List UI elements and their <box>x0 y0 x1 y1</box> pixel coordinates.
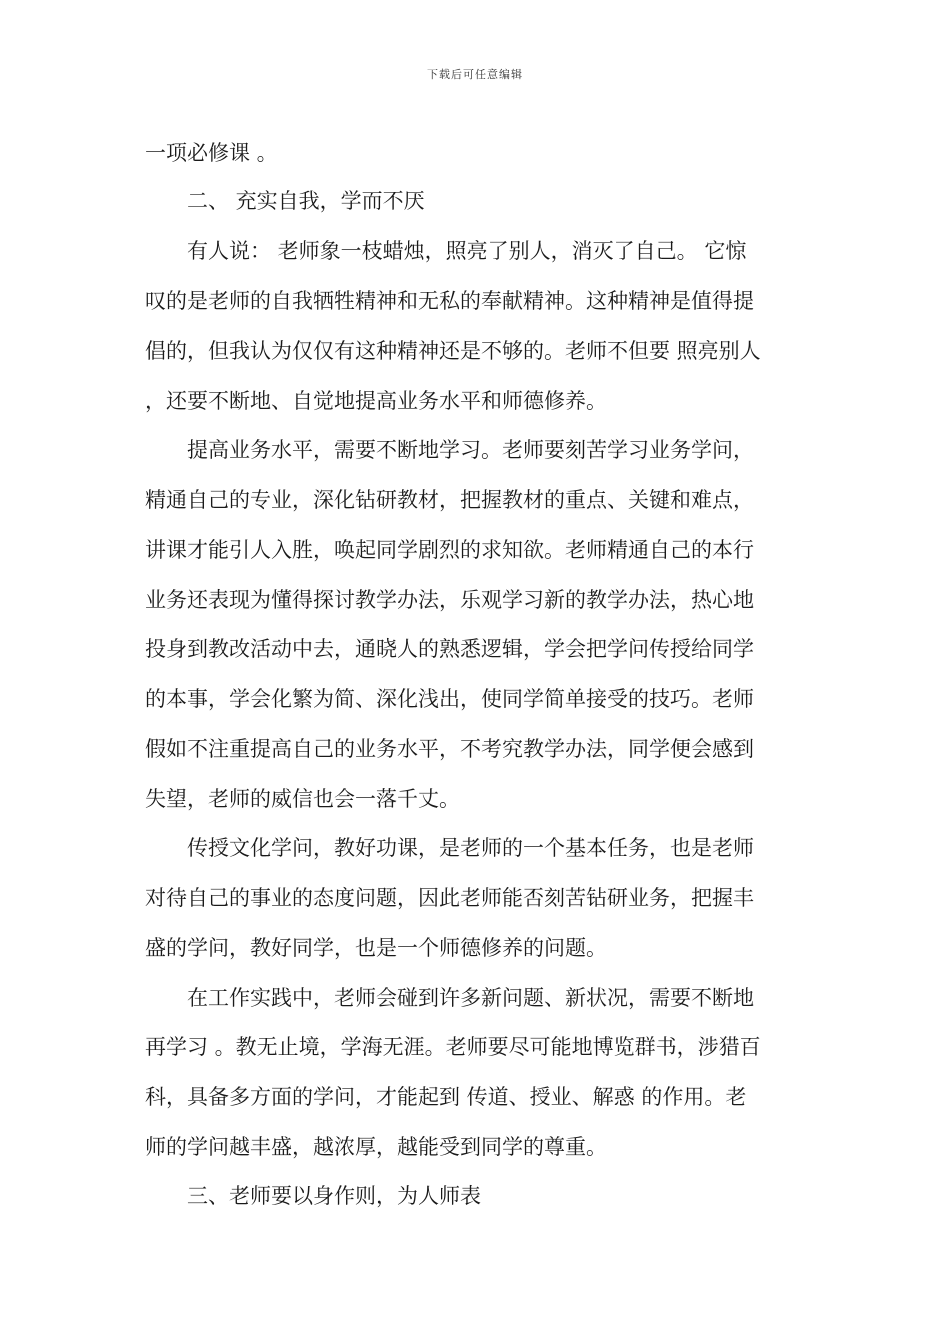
text-line: 的本事，学会化繁为简、深化浅出，使同学简单接受的技巧。老师 <box>145 687 754 711</box>
text-line: 在工作实践中，老师会碰到许多新问题、新状况，需要不断地 <box>145 986 754 1010</box>
text-line: 传授文化学问，教好功课，是老师的一个基本任务，也是老师 <box>145 836 754 860</box>
text-line: 师的学问越丰盛，越浓厚，越能受到同学的尊重。 <box>145 1135 607 1159</box>
text-line: 业务还表现为懂得探讨教学办法，乐观学习新的教学办法，热心地 <box>145 588 754 612</box>
text-line: 对待自己的事业的态度问题，因此老师能否刻苦钻研业务，把握丰 <box>145 886 754 910</box>
text-line: 失望，老师的威信也会一落千丈。 <box>145 787 460 811</box>
text-line: 再学习 。教无止境，学海无涯。老师要尽可能地博览群书，涉猎百 <box>145 1035 761 1059</box>
text-line: 有人说： 老师象一枝蜡烛，照亮了别人，消灭了自己。 它惊 <box>145 239 747 263</box>
text-line: 一项必修课 。 <box>145 141 278 165</box>
text-line: 假如不注重提高自己的业务水平，不考究教学办法，同学便会感到 <box>145 737 754 761</box>
text-line: 倡的，但我认为仅仅有这种精神还是不够的。老师不但要 照亮别人 <box>145 339 761 363</box>
text-line: 投身到教改活动中去，通晓人的熟悉逻辑，学会把学问传授给同学 <box>145 637 754 661</box>
text-line: 提高业务水平，需要不断地学习。老师要刻苦学习业务学问， <box>145 438 754 462</box>
text-line: 讲课才能引人入胜，唤起同学剧烈的求知欲。老师精通自己的本行 <box>145 538 754 562</box>
text-line: ，还要不断地、自觉地提高业务水平和师德修养。 <box>145 389 607 413</box>
text-line: 盛的学问，教好同学，也是一个师德修养的问题。 <box>145 936 607 960</box>
section-heading: 三、老师要以身作则，为人师表 <box>145 1184 481 1208</box>
text-line: 精通自己的专业，深化钻研教材，把握教材的重点、关键和难点， <box>145 488 754 512</box>
text-line: 叹的是老师的自我牺牲精神和无私的奉献精神。这种精神是值得提 <box>145 289 754 313</box>
text-line: 科，具备多方面的学问，才能起到 传道、授业、解惑 的作用。老 <box>145 1085 747 1109</box>
section-heading: 二、 充实自我，学而不厌 <box>145 189 425 213</box>
page-header: 下载后可任意编辑 <box>427 68 523 81</box>
